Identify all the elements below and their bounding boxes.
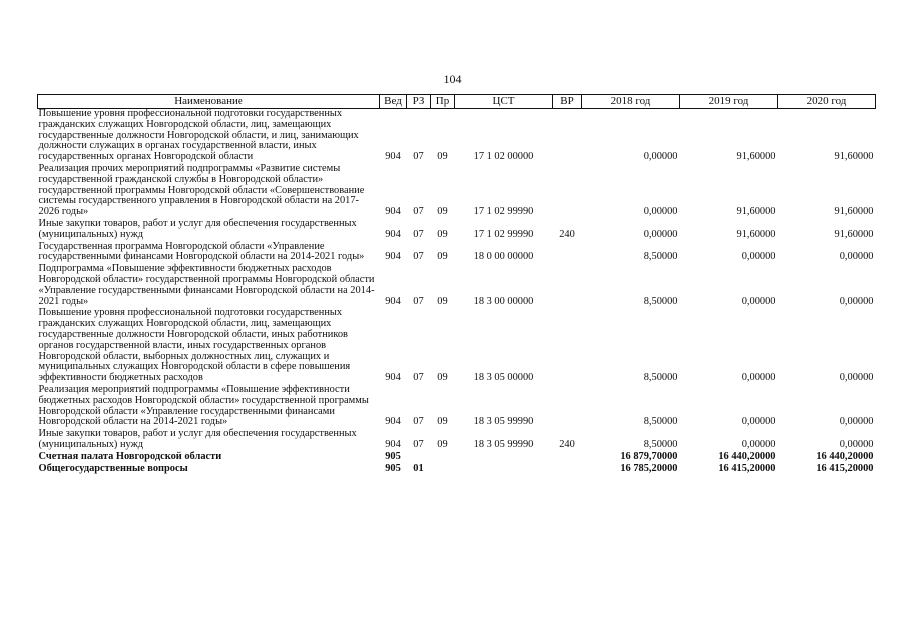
cell-rz: 07 [413, 372, 424, 384]
cell-cst: 18 0 00 00000 [473, 251, 534, 263]
cell-2018: 8,50000 [643, 295, 678, 307]
cell-vr [553, 464, 582, 476]
cell-2019: 0,00000 [741, 416, 776, 428]
cell-cst: 18 3 05 00000 [473, 372, 534, 384]
cell-2019: 91,60000 [736, 228, 776, 240]
header-vr: ВР [553, 95, 582, 109]
cell-name: Реализация прочих мероприятий подпрограммы «Развитие системы государственной гражданской службы в Новгородской области» государственной программы Новгородской области «Совершенствование системы государственного управления в Новгородской области на 2017-2026 годы» [38, 162, 365, 218]
table-row [38, 109, 876, 164]
page-number: 104 [443, 72, 462, 86]
cell-2020: 0,00000 [839, 438, 874, 450]
cell-2018: 8,50000 [643, 438, 678, 450]
cell-pr: 09 [437, 206, 448, 218]
cell-name: Реализация мероприятий подпрограммы «Повышение эффективности бюджетных расходов Новгородской области» государственной программы Новгородской области «Управление государственными финансами Новгородской области на 2014-2021 годы» [38, 383, 369, 428]
cell-cst [455, 452, 553, 464]
cell-rz: 07 [413, 206, 424, 218]
cell-pr: 09 [437, 228, 448, 240]
cell-2019: 91,60000 [736, 151, 776, 163]
table-row [38, 385, 876, 429]
cell-name: Повышение уровня профессиональной подготовки государственных гражданских служащих Новгородской области, лиц, замещающих государственные должности Новгородской области, и лиц, занимающих должности служащих в органах государственной власти, иных государственных органах Новгородской области [38, 108, 359, 163]
cell-ved: 905 [385, 450, 401, 462]
cell-pr: 09 [437, 372, 448, 384]
cell-cst: 18 3 05 99990 [473, 416, 534, 428]
cell-2020: 0,00000 [839, 372, 874, 384]
header-cst: ЦСТ [455, 95, 553, 109]
cell-2018: 16 879,70000 [620, 450, 678, 462]
table-row [38, 164, 876, 219]
cell-cst: 18 3 00 00000 [473, 295, 534, 307]
cell-pr [431, 452, 455, 464]
cell-name: Подпрограмма «Повышение эффективности бюджетных расходов Новгородской области» государственной программы Новгородской области «Управление государственными финансами Новгородской области на 2014-2021 годы» [38, 263, 375, 307]
cell-2018: 0,00000 [643, 228, 678, 240]
header-ved: Вед [380, 95, 407, 109]
table-row [38, 242, 876, 265]
cell-rz: 07 [413, 251, 424, 263]
cell-2019: 0,00000 [741, 372, 776, 384]
cell-2019: 0,00000 [741, 295, 776, 307]
cell-2020: 16 440,20000 [816, 450, 874, 462]
cell-pr: 09 [437, 251, 448, 263]
cell-ved: 904 [385, 251, 401, 263]
header-2019: 2019 год [680, 95, 778, 109]
header-pr: Пр [431, 95, 455, 109]
cell-2019: 0,00000 [741, 438, 776, 450]
cell-2020: 0,00000 [839, 251, 874, 263]
cell-2020: 91,60000 [834, 228, 874, 240]
budget-table [37, 94, 876, 475]
cell-pr: 09 [437, 151, 448, 163]
cell-2020: 16 415,20000 [816, 462, 874, 474]
cell-ved: 904 [385, 438, 401, 450]
cell-rz [407, 452, 431, 464]
cell-name: Государственная программа Новгородской области «Управление государственными финансами Новгородской области на 2014-2021 годы» [38, 240, 365, 263]
cell-name: Иные закупки товаров, работ и услуг для обеспечения государственных (муниципальных) нужд [38, 217, 357, 240]
cell-pr: 09 [437, 438, 448, 450]
cell-vr: 240 [559, 228, 575, 240]
cell-2018: 0,00000 [643, 151, 678, 163]
cell-vr: 240 [559, 438, 575, 450]
cell-vr [553, 264, 582, 308]
cell-name: Общегосударственные вопросы [38, 462, 188, 474]
cell-ved: 904 [385, 151, 401, 163]
cell-vr [553, 385, 582, 429]
cell-vr [553, 109, 582, 164]
cell-ved: 904 [385, 372, 401, 384]
cell-rz: 07 [413, 438, 424, 450]
table-row [38, 264, 876, 308]
table-row [38, 464, 876, 476]
cell-cst: 17 1 02 00000 [473, 151, 534, 163]
cell-ved: 904 [385, 228, 401, 240]
cell-cst: 17 1 02 99990 [473, 228, 534, 240]
header-2020: 2020 год [778, 95, 876, 109]
cell-2020: 91,60000 [834, 206, 874, 218]
cell-2020: 91,60000 [834, 151, 874, 163]
cell-2018: 8,50000 [643, 251, 678, 263]
cell-vr [553, 164, 582, 219]
table-row [38, 429, 876, 452]
table-row [38, 452, 876, 464]
cell-2019: 91,60000 [736, 206, 776, 218]
cell-vr [553, 242, 582, 265]
table-header-row [38, 95, 876, 109]
cell-cst [455, 464, 553, 476]
cell-rz: 07 [413, 228, 424, 240]
cell-2019: 0,00000 [741, 251, 776, 263]
cell-cst: 17 1 02 99990 [473, 206, 534, 218]
cell-rz: 01 [413, 462, 424, 474]
cell-pr [431, 464, 455, 476]
cell-ved: 904 [385, 206, 401, 218]
header-2018: 2018 год [582, 95, 680, 109]
cell-vr [553, 308, 582, 385]
cell-2019: 16 440,20000 [718, 450, 776, 462]
cell-ved: 904 [385, 416, 401, 428]
cell-name: Повышение уровня профессиональной подготовки государственных гражданских служащих Новгородской области, лиц, замещающих государственные должности Новгородской области, иных работников органов государственной власти, иных государственных органов Новгородской области, выборных должностных лиц, служащих и муниципальных служащих Новгородской области в сфере повышения эффективности бюджетных расходов [38, 307, 351, 384]
cell-ved: 905 [385, 462, 401, 474]
cell-rz: 07 [413, 416, 424, 428]
cell-ved: 904 [385, 295, 401, 307]
header-rz: РЗ [407, 95, 431, 109]
table-row [38, 308, 876, 385]
cell-2018: 16 785,20000 [620, 462, 678, 474]
cell-name: Иные закупки товаров, работ и услуг для обеспечения государственных (муниципальных) нужд [38, 428, 357, 450]
cell-2018: 8,50000 [643, 372, 678, 384]
cell-2020: 0,00000 [839, 295, 874, 307]
cell-pr: 09 [437, 295, 448, 307]
cell-2019: 16 415,20000 [718, 462, 776, 474]
cell-pr: 09 [437, 416, 448, 428]
cell-2018: 8,50000 [643, 416, 678, 428]
cell-vr [553, 452, 582, 464]
cell-rz: 07 [413, 151, 424, 163]
cell-rz: 07 [413, 295, 424, 307]
header-name: Наименование [38, 95, 380, 109]
table-row [38, 219, 876, 242]
cell-name: Счетная палата Новгородской области [38, 450, 222, 462]
cell-cst: 18 3 05 99990 [473, 438, 534, 450]
cell-2020: 0,00000 [839, 416, 874, 428]
cell-2018: 0,00000 [643, 206, 678, 218]
